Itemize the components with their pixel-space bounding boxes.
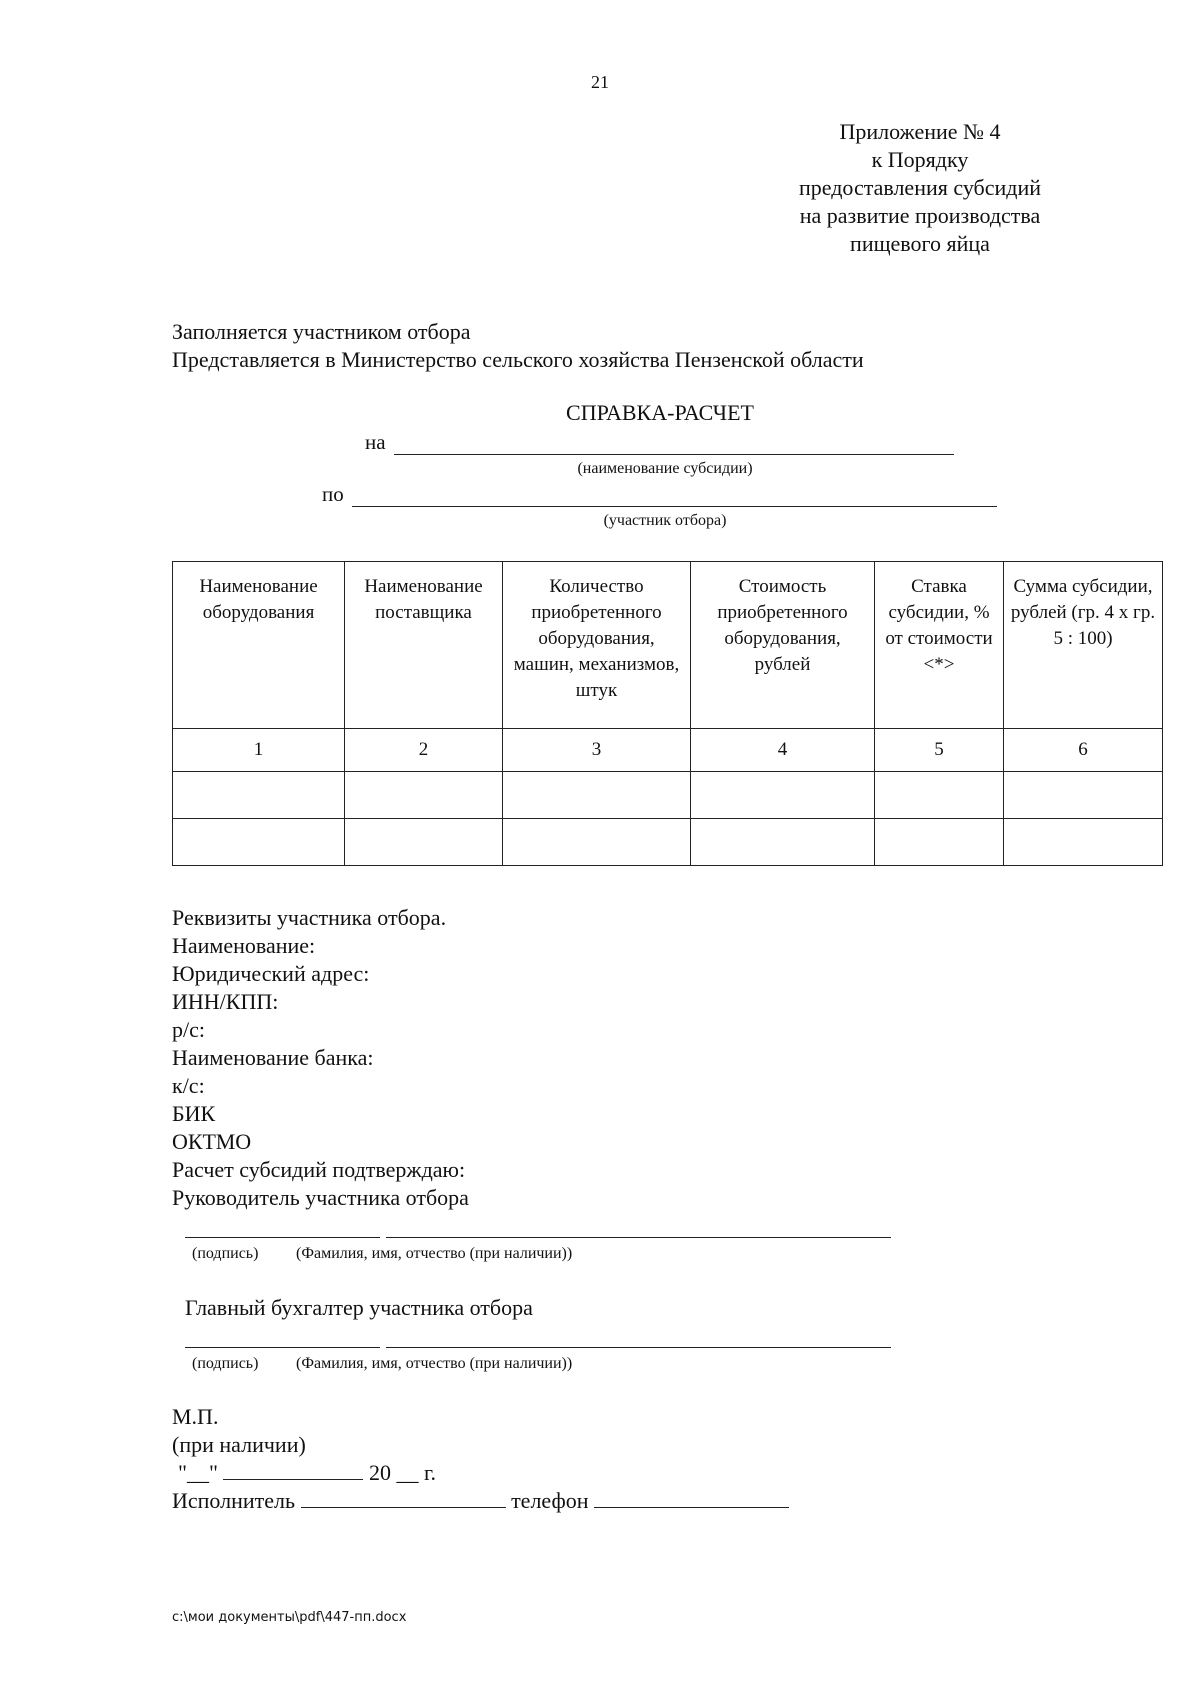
details-inn-kpp: ИНН/КПП: — [172, 989, 279, 1014]
subsidy-name-row — [365, 430, 954, 455]
appendix-line: Приложение № 4 — [839, 119, 1001, 144]
details-bank-name: Наименование банка: — [172, 1045, 374, 1070]
subsidy-name-caption: (наименование субсидии) — [577, 460, 753, 477]
header-cost: Стоимость приобретенного оборудования, рублей — [691, 562, 875, 729]
table-cell[interactable] — [691, 772, 875, 819]
details-confirm: Расчет субсидий подтверждаю: — [172, 1157, 466, 1182]
subsidy-row-label: на — [365, 430, 386, 454]
subsidy-name-blank — [394, 434, 954, 455]
phone-blank — [594, 1489, 789, 1508]
table-row — [173, 772, 1163, 819]
appendix-line: к Порядку — [871, 147, 969, 172]
table-cell[interactable] — [1004, 819, 1163, 866]
stamp-note: (при наличии) — [172, 1432, 306, 1457]
header-rate: Ставка субсидии, % от стоимости <*> — [875, 562, 1004, 729]
head-signature-line — [185, 1236, 891, 1238]
details-bik: БИК — [172, 1101, 216, 1126]
accountant-signature-line — [185, 1346, 891, 1348]
head-name-blank — [386, 1236, 891, 1238]
details-name: Наименование: — [172, 933, 316, 958]
accountant-caption-name: (Фамилия, имя, отчество (при наличии)) — [296, 1355, 573, 1372]
details-legal-address: Юридический адрес: — [172, 961, 370, 986]
participant-blank — [352, 486, 997, 507]
date-month-blank — [223, 1461, 363, 1480]
date-day: "__" — [178, 1460, 218, 1485]
appendix-line: пищевого яйца — [850, 231, 990, 256]
table-cell[interactable] — [503, 819, 691, 866]
date-year: 20 __ г. — [368, 1460, 437, 1485]
column-number: 6 — [1004, 729, 1163, 772]
table-cell[interactable] — [875, 772, 1004, 819]
executor-blank — [301, 1489, 506, 1508]
stamp-label: М.П. — [172, 1404, 219, 1429]
details-account: р/с: — [172, 1017, 205, 1042]
column-number: 2 — [345, 729, 503, 772]
table-cell[interactable] — [173, 819, 345, 866]
head-caption-sign: (подпись) — [192, 1245, 259, 1262]
accountant-name-blank — [386, 1346, 891, 1348]
date-row — [178, 1459, 436, 1487]
accountant-caption-sign: (подпись) — [192, 1355, 259, 1372]
accountant-sign-blank — [185, 1346, 380, 1348]
footer-file-path: c:\мои документы\pdf\447-пп.docx — [172, 1610, 407, 1625]
header-quantity: Количество приобретенного оборудования, машин, механизмов, штук — [503, 562, 691, 729]
header-equipment-name: Наименование оборудования — [173, 562, 345, 729]
page-number: 21 — [591, 72, 609, 92]
table-cell[interactable] — [1004, 772, 1163, 819]
table-cell[interactable] — [691, 819, 875, 866]
details-heading: Реквизиты участника отбора. — [172, 905, 447, 930]
phone-label: телефон — [511, 1488, 589, 1513]
intro-submitted-to: Представляется в Министерство сельского хозяйства Пензенской области — [172, 347, 864, 372]
header-subsidy-sum: Сумма субсидии, рублей (гр. 4 x гр. 5 : 100) — [1004, 562, 1163, 729]
column-number: 3 — [503, 729, 691, 772]
appendix-line: предоставления субсидий — [798, 175, 1042, 200]
calculation-table — [172, 561, 1163, 866]
column-number: 5 — [875, 729, 1004, 772]
appendix-line: на развитие производства — [799, 203, 1041, 228]
details-corr-account: к/с: — [172, 1073, 205, 1098]
details-oktmo: ОКТМО — [172, 1129, 252, 1154]
participant-row-label: по — [322, 482, 344, 506]
accountant-label: Главный бухгалтер участника отбора — [185, 1295, 533, 1320]
executor-row — [172, 1487, 789, 1515]
column-number: 4 — [691, 729, 875, 772]
details-head-label: Руководитель участника отбора — [172, 1185, 469, 1210]
table-cell[interactable] — [503, 772, 691, 819]
intro-filled-by: Заполняется участником отбора — [172, 319, 471, 344]
executor-label: Исполнитель — [172, 1488, 296, 1513]
appendix-header — [700, 118, 1140, 258]
column-number: 1 — [173, 729, 345, 772]
participant-details — [172, 904, 469, 1212]
participant-caption: (участник отбора) — [603, 512, 727, 529]
table-cell[interactable] — [173, 772, 345, 819]
table-header-row — [173, 562, 1163, 729]
table-cell[interactable] — [875, 819, 1004, 866]
head-caption-name: (Фамилия, имя, отчество (при наличии)) — [296, 1245, 573, 1262]
table-cell[interactable] — [345, 819, 503, 866]
document-title: СПРАВКА-РАСЧЕТ — [566, 400, 754, 425]
header-supplier-name: Наименование поставщика — [345, 562, 503, 729]
table-row — [173, 819, 1163, 866]
table-cell[interactable] — [345, 772, 503, 819]
head-sign-blank — [185, 1236, 380, 1238]
participant-row — [322, 482, 997, 507]
table-number-row — [173, 729, 1163, 772]
